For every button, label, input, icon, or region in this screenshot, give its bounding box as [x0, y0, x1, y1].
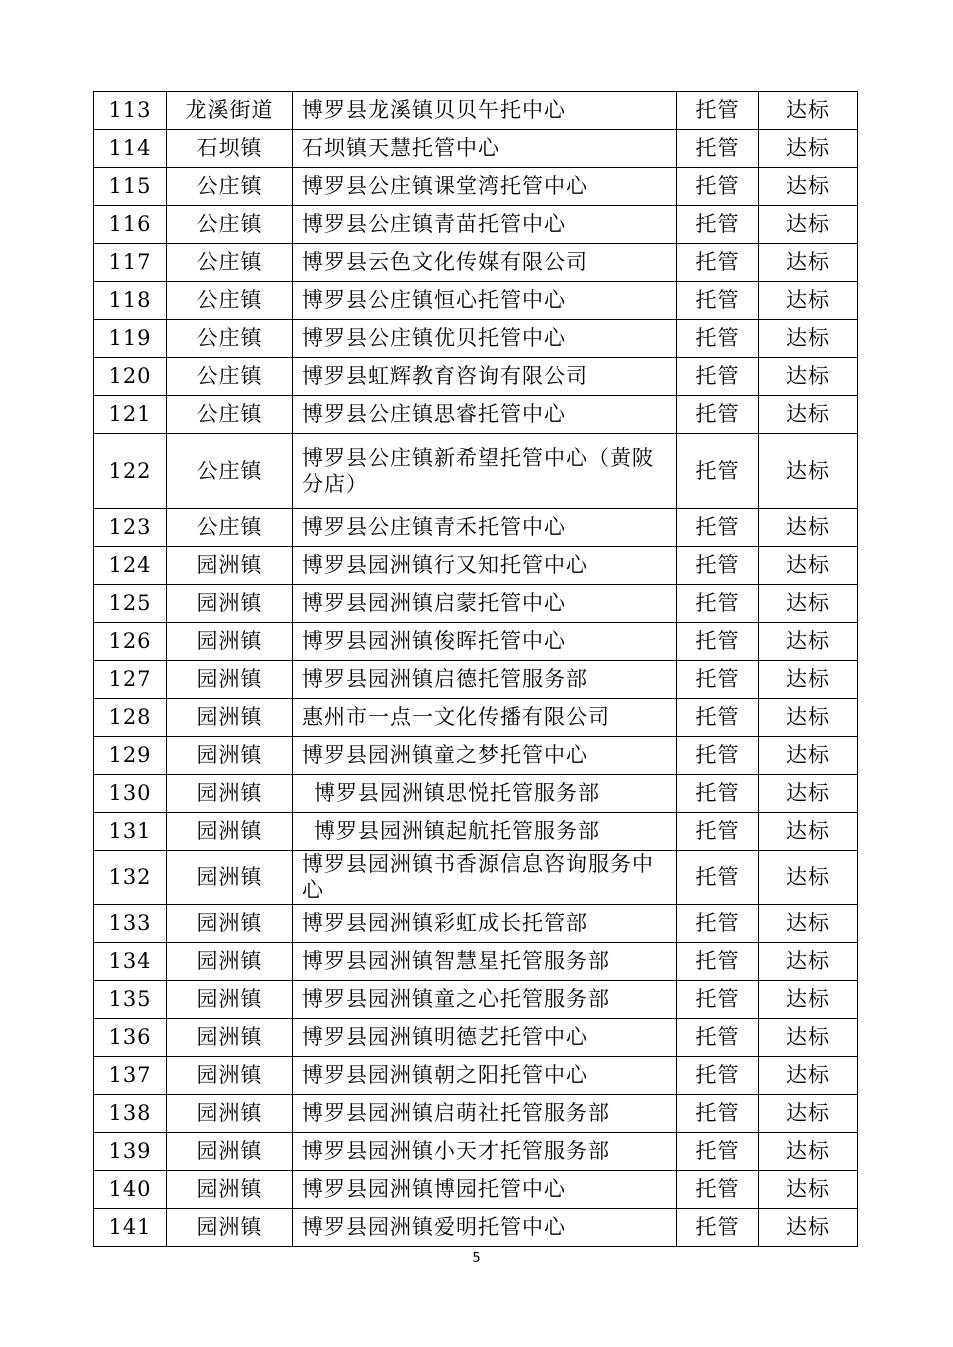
- row-number-cell: 128: [94, 699, 167, 737]
- table-row: [94, 434, 858, 509]
- status-cell: 达标: [759, 282, 858, 320]
- service-type-cell: 托管: [677, 92, 759, 130]
- table-row: [94, 282, 858, 320]
- organization-name-cell: 博罗县园洲镇彩虹成长托管部: [293, 904, 677, 942]
- table-row: [94, 813, 858, 851]
- status-cell: 达标: [759, 244, 858, 282]
- service-type-cell: 托管: [677, 980, 759, 1018]
- organization-name-cell: 博罗县园洲镇书香源信息咨询服务中心: [293, 851, 677, 905]
- service-type-cell: 托管: [677, 282, 759, 320]
- row-number-cell: 125: [94, 585, 167, 623]
- organization-name-cell: 博罗县虹辉教育咨询有限公司: [293, 358, 677, 396]
- row-number-cell: 137: [94, 1056, 167, 1094]
- row-number-cell: 131: [94, 813, 167, 851]
- row-number-cell: 123: [94, 509, 167, 547]
- status-cell: 达标: [759, 206, 858, 244]
- table-row: [94, 547, 858, 585]
- row-number-cell: 127: [94, 661, 167, 699]
- table-row: [94, 904, 858, 942]
- organization-name-cell: 博罗县园洲镇朝之阳托管中心: [293, 1056, 677, 1094]
- status-cell: 达标: [759, 1056, 858, 1094]
- service-type-cell: 托管: [677, 851, 759, 905]
- town-cell: 园洲镇: [167, 547, 293, 585]
- table-row: [94, 699, 858, 737]
- organization-name-cell: 博罗县公庄镇青禾托管中心: [293, 509, 677, 547]
- row-number-cell: 140: [94, 1170, 167, 1208]
- service-type-cell: 托管: [677, 737, 759, 775]
- service-type-cell: 托管: [677, 396, 759, 434]
- service-type-cell: 托管: [677, 509, 759, 547]
- row-number-cell: 139: [94, 1132, 167, 1170]
- row-number-cell: 130: [94, 775, 167, 813]
- row-number-cell: 133: [94, 904, 167, 942]
- service-type-cell: 托管: [677, 1018, 759, 1056]
- table-row: [94, 206, 858, 244]
- status-cell: 达标: [759, 1208, 858, 1246]
- table-row: [94, 1208, 858, 1246]
- town-cell: 园洲镇: [167, 1018, 293, 1056]
- town-cell: 园洲镇: [167, 699, 293, 737]
- row-number-cell: 113: [94, 92, 167, 130]
- status-cell: 达标: [759, 851, 858, 905]
- organization-name-cell: 博罗县园洲镇博园托管中心: [293, 1170, 677, 1208]
- status-cell: 达标: [759, 92, 858, 130]
- table-row: [94, 775, 858, 813]
- status-cell: 达标: [759, 358, 858, 396]
- town-cell: 园洲镇: [167, 1094, 293, 1132]
- service-type-cell: 托管: [677, 320, 759, 358]
- status-cell: 达标: [759, 980, 858, 1018]
- row-number-cell: 116: [94, 206, 167, 244]
- row-number-cell: 129: [94, 737, 167, 775]
- table-row: [94, 1132, 858, 1170]
- service-type-cell: 托管: [677, 813, 759, 851]
- town-cell: 公庄镇: [167, 244, 293, 282]
- organization-name-cell: 博罗县龙溪镇贝贝午托中心: [293, 92, 677, 130]
- row-number-cell: 124: [94, 547, 167, 585]
- town-cell: 园洲镇: [167, 980, 293, 1018]
- row-number-cell: 118: [94, 282, 167, 320]
- table-row: [94, 851, 858, 905]
- town-cell: 公庄镇: [167, 396, 293, 434]
- service-type-cell: 托管: [677, 358, 759, 396]
- status-cell: 达标: [759, 1018, 858, 1056]
- organization-name-cell: 博罗县园洲镇童之梦托管中心: [293, 737, 677, 775]
- service-type-cell: 托管: [677, 585, 759, 623]
- service-type-cell: 托管: [677, 942, 759, 980]
- status-cell: 达标: [759, 130, 858, 168]
- table-row: [94, 980, 858, 1018]
- row-number-cell: 119: [94, 320, 167, 358]
- town-cell: 石坝镇: [167, 130, 293, 168]
- table-row: [94, 320, 858, 358]
- town-cell: 公庄镇: [167, 509, 293, 547]
- organization-name-cell: 博罗县云色文化传媒有限公司: [293, 244, 677, 282]
- table-row: [94, 92, 858, 130]
- town-cell: 公庄镇: [167, 358, 293, 396]
- table-row: [94, 942, 858, 980]
- town-cell: 园洲镇: [167, 775, 293, 813]
- row-number-cell: 120: [94, 358, 167, 396]
- town-cell: 园洲镇: [167, 1170, 293, 1208]
- roster-table: [93, 91, 858, 1247]
- town-cell: 园洲镇: [167, 1132, 293, 1170]
- service-type-cell: 托管: [677, 1056, 759, 1094]
- status-cell: 达标: [759, 699, 858, 737]
- row-number-cell: 141: [94, 1208, 167, 1246]
- service-type-cell: 托管: [677, 775, 759, 813]
- status-cell: 达标: [759, 168, 858, 206]
- organization-name-cell: 博罗县园洲镇启蒙托管中心: [293, 585, 677, 623]
- service-type-cell: 托管: [677, 623, 759, 661]
- status-cell: 达标: [759, 547, 858, 585]
- town-cell: 公庄镇: [167, 282, 293, 320]
- organization-name-cell: 博罗县园洲镇启萌社托管服务部: [293, 1094, 677, 1132]
- status-cell: 达标: [759, 434, 858, 509]
- town-cell: 园洲镇: [167, 942, 293, 980]
- status-cell: 达标: [759, 661, 858, 699]
- organization-name-cell: 博罗县公庄镇新希望托管中心（黄陂分店）: [293, 434, 677, 509]
- service-type-cell: 托管: [677, 1208, 759, 1246]
- status-cell: 达标: [759, 585, 858, 623]
- status-cell: 达标: [759, 813, 858, 851]
- organization-name-cell: 博罗县公庄镇青苗托管中心: [293, 206, 677, 244]
- table-row: [94, 661, 858, 699]
- organization-name-cell: 博罗县园洲镇俊晖托管中心: [293, 623, 677, 661]
- roster-body: [94, 92, 858, 1247]
- service-type-cell: 托管: [677, 244, 759, 282]
- service-type-cell: 托管: [677, 130, 759, 168]
- town-cell: 公庄镇: [167, 168, 293, 206]
- row-number-cell: 121: [94, 396, 167, 434]
- town-cell: 龙溪街道: [167, 92, 293, 130]
- row-number-cell: 136: [94, 1018, 167, 1056]
- town-cell: 园洲镇: [167, 623, 293, 661]
- service-type-cell: 托管: [677, 699, 759, 737]
- service-type-cell: 托管: [677, 1094, 759, 1132]
- status-cell: 达标: [759, 775, 858, 813]
- service-type-cell: 托管: [677, 168, 759, 206]
- status-cell: 达标: [759, 1170, 858, 1208]
- table-row: [94, 130, 858, 168]
- organization-name-cell: 博罗县园洲镇行又知托管中心: [293, 547, 677, 585]
- organization-name-cell: 博罗县公庄镇课堂湾托管中心: [293, 168, 677, 206]
- town-cell: 园洲镇: [167, 813, 293, 851]
- organization-name-cell: 博罗县园洲镇启德托管服务部: [293, 661, 677, 699]
- town-cell: 园洲镇: [167, 851, 293, 905]
- town-cell: 公庄镇: [167, 434, 293, 509]
- service-type-cell: 托管: [677, 1170, 759, 1208]
- town-cell: 园洲镇: [167, 1208, 293, 1246]
- town-cell: 园洲镇: [167, 904, 293, 942]
- status-cell: 达标: [759, 396, 858, 434]
- table-row: [94, 396, 858, 434]
- organization-name-cell: 博罗县公庄镇优贝托管中心: [293, 320, 677, 358]
- table-row: [94, 1018, 858, 1056]
- organization-name-cell: 博罗县公庄镇恒心托管中心: [293, 282, 677, 320]
- status-cell: 达标: [759, 904, 858, 942]
- town-cell: 公庄镇: [167, 206, 293, 244]
- organization-name-cell: 博罗县园洲镇明德艺托管中心: [293, 1018, 677, 1056]
- town-cell: 园洲镇: [167, 737, 293, 775]
- service-type-cell: 托管: [677, 434, 759, 509]
- table-row: [94, 244, 858, 282]
- organization-name-cell: 博罗县公庄镇思睿托管中心: [293, 396, 677, 434]
- service-type-cell: 托管: [677, 661, 759, 699]
- status-cell: 达标: [759, 320, 858, 358]
- table-row: [94, 1170, 858, 1208]
- town-cell: 园洲镇: [167, 585, 293, 623]
- table-row: [94, 1094, 858, 1132]
- organization-name-cell: 惠州市一点一文化传播有限公司: [293, 699, 677, 737]
- organization-name-cell: 博罗县园洲镇智慧星托管服务部: [293, 942, 677, 980]
- status-cell: 达标: [759, 737, 858, 775]
- service-type-cell: 托管: [677, 547, 759, 585]
- status-cell: 达标: [759, 623, 858, 661]
- page-number: 5: [472, 1251, 481, 1266]
- town-cell: 公庄镇: [167, 320, 293, 358]
- row-number-cell: 114: [94, 130, 167, 168]
- organization-name-cell: 博罗县园洲镇童之心托管服务部: [293, 980, 677, 1018]
- row-number-cell: 132: [94, 851, 167, 905]
- service-type-cell: 托管: [677, 206, 759, 244]
- row-number-cell: 122: [94, 434, 167, 509]
- row-number-cell: 134: [94, 942, 167, 980]
- table-row: [94, 737, 858, 775]
- organization-name-cell: 石坝镇天慧托管中心: [293, 130, 677, 168]
- table-row: [94, 509, 858, 547]
- service-type-cell: 托管: [677, 1132, 759, 1170]
- table-row: [94, 358, 858, 396]
- table-row: [94, 168, 858, 206]
- row-number-cell: 138: [94, 1094, 167, 1132]
- status-cell: 达标: [759, 509, 858, 547]
- row-number-cell: 115: [94, 168, 167, 206]
- table-row: [94, 585, 858, 623]
- row-number-cell: 117: [94, 244, 167, 282]
- status-cell: 达标: [759, 942, 858, 980]
- town-cell: 园洲镇: [167, 1056, 293, 1094]
- organization-name-cell: 博罗县园洲镇小天才托管服务部: [293, 1132, 677, 1170]
- row-number-cell: 126: [94, 623, 167, 661]
- organization-name-cell: 博罗县园洲镇思悦托管服务部: [293, 775, 677, 813]
- organization-name-cell: 博罗县园洲镇起航托管服务部: [293, 813, 677, 851]
- table-row: [94, 623, 858, 661]
- table-row: [94, 1056, 858, 1094]
- row-number-cell: 135: [94, 980, 167, 1018]
- town-cell: 园洲镇: [167, 661, 293, 699]
- service-type-cell: 托管: [677, 904, 759, 942]
- organization-name-cell: 博罗县园洲镇爱明托管中心: [293, 1208, 677, 1246]
- status-cell: 达标: [759, 1094, 858, 1132]
- status-cell: 达标: [759, 1132, 858, 1170]
